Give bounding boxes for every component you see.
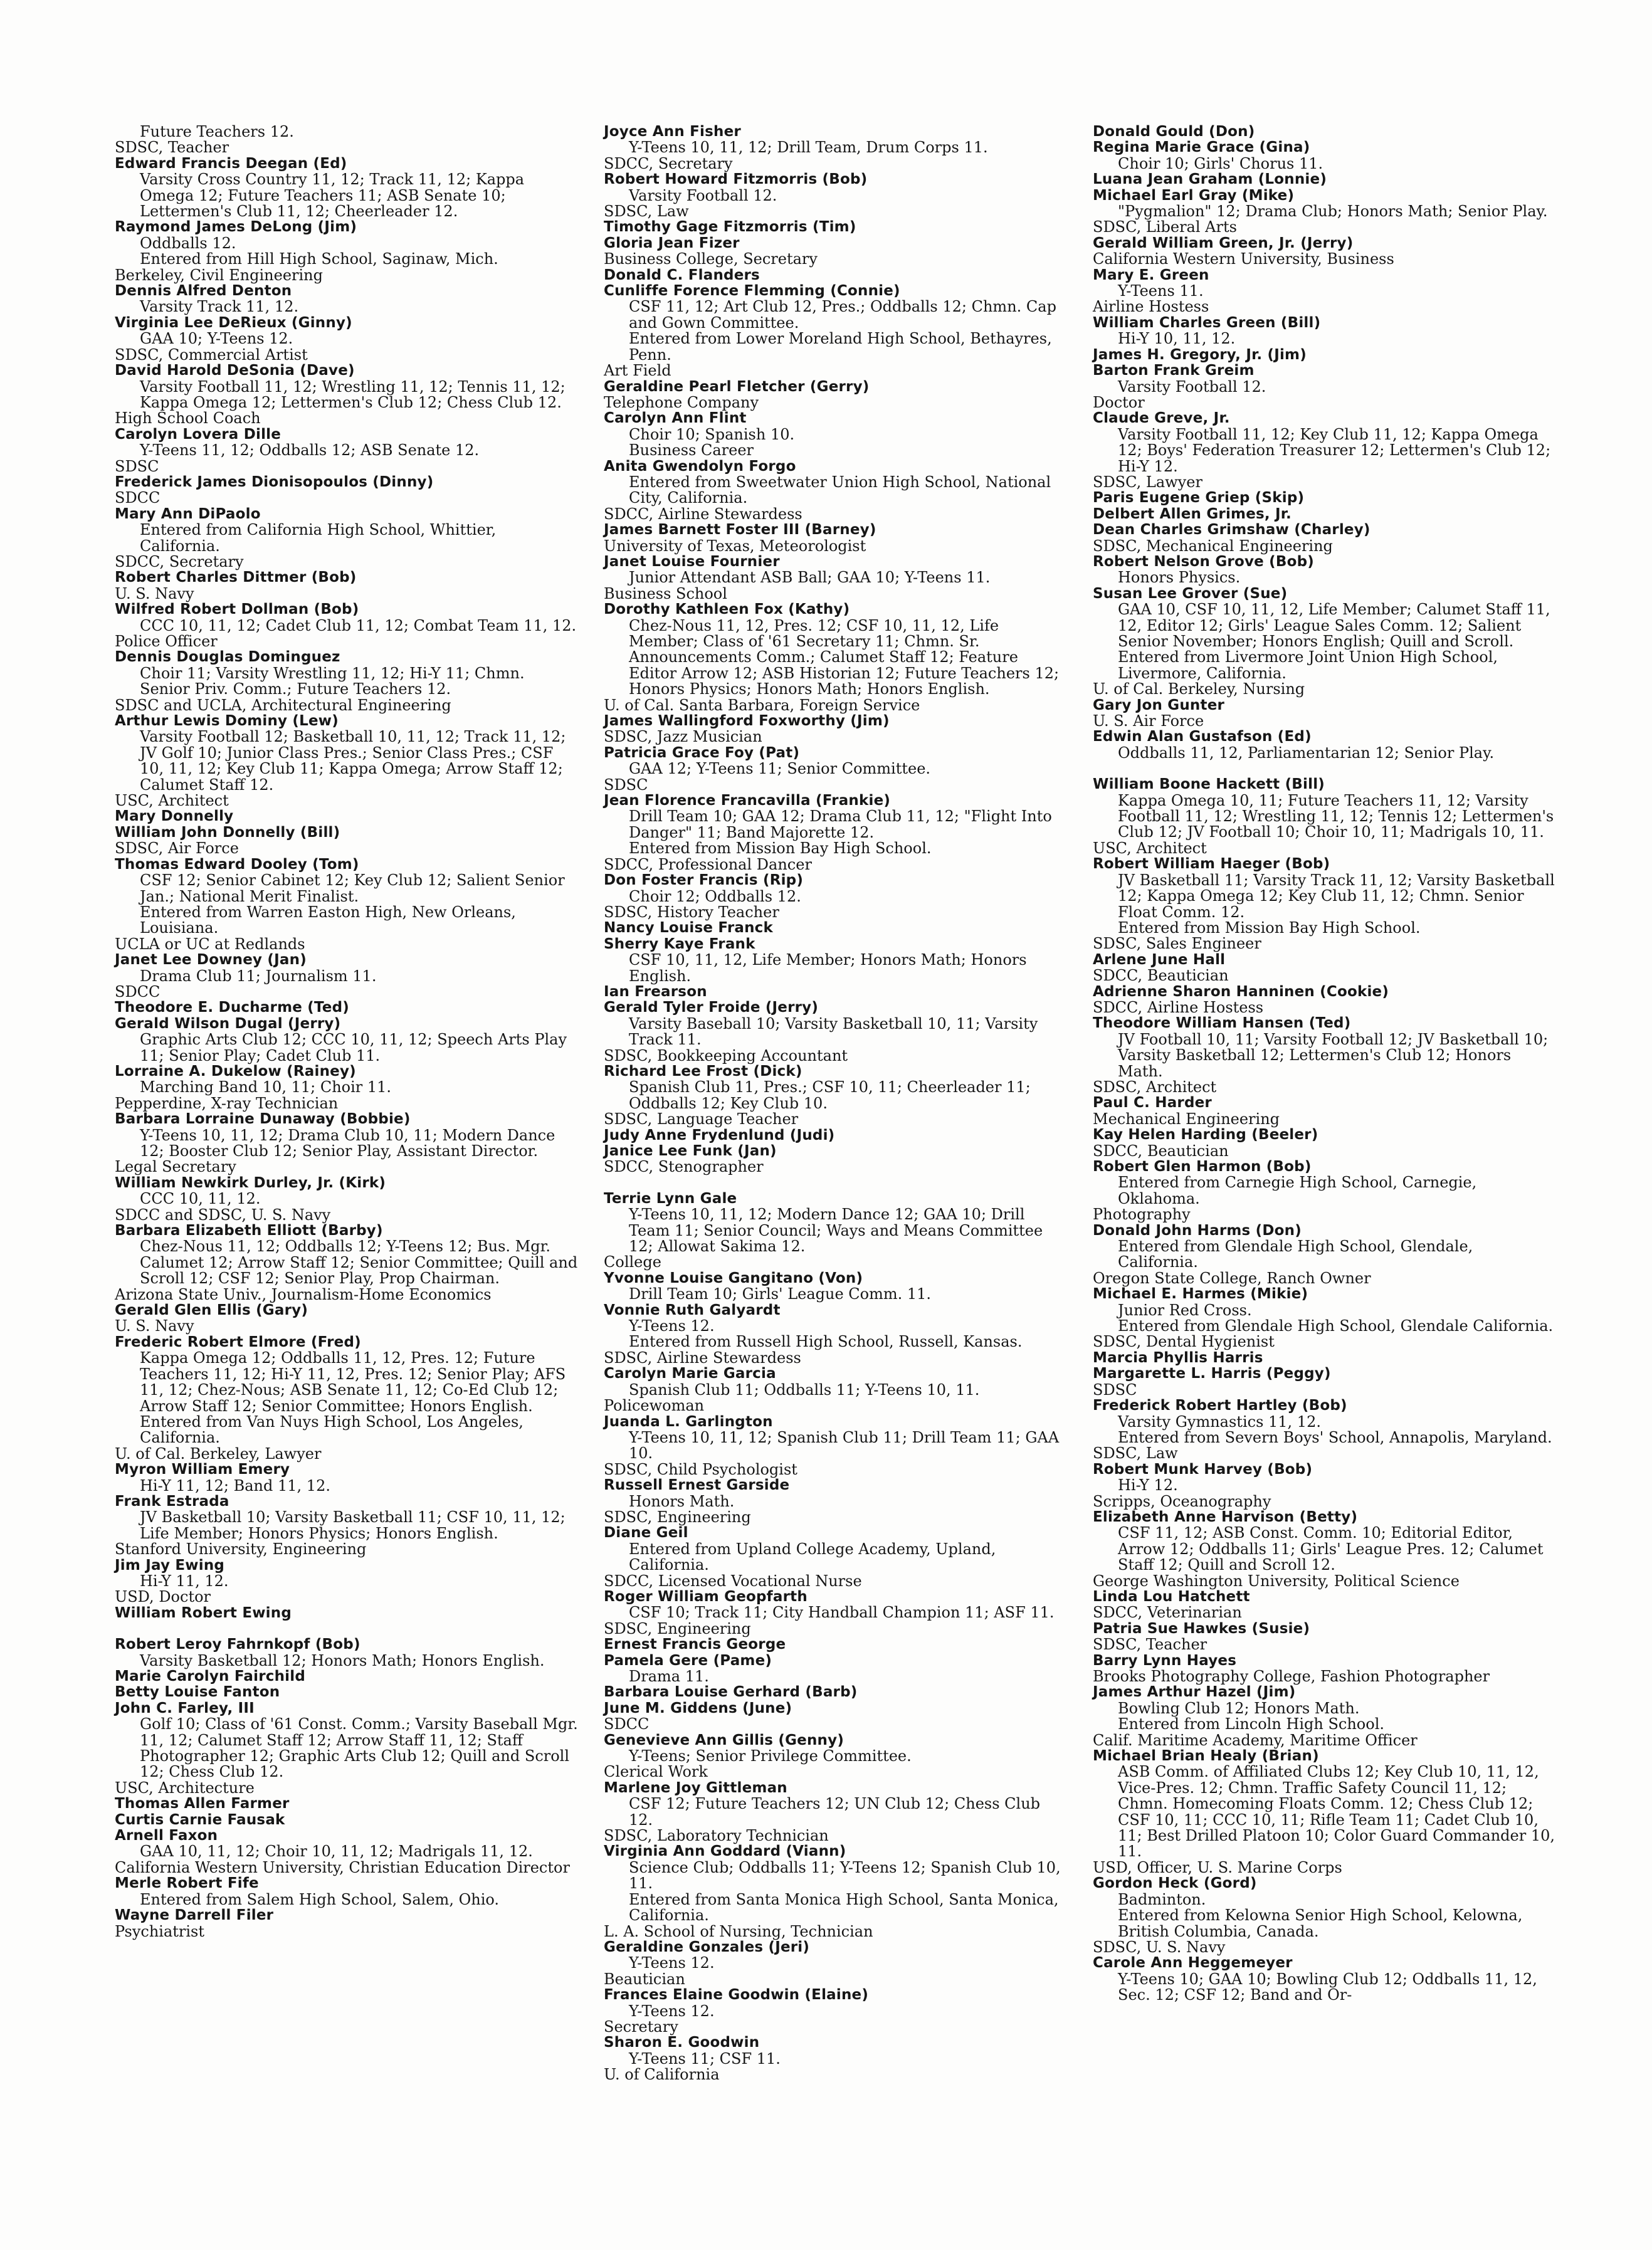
student-name: James H. Gregory, Jr. (Jim) (1093, 346, 1307, 363)
student-activities: Varsity Baseball 10; Varsity Basketball 10, 11; Varsity Track 11. (629, 1014, 1038, 1049)
student-name: Myron William Emery (115, 1461, 290, 1478)
student-future-plans: SDSC, Language Teacher (604, 1110, 799, 1128)
student-activities: CSF 11, 12; Art Club 12, Pres.; Oddballs 12; Chmn. Cap and Gown Committee. (629, 298, 1056, 332)
student-name: Dennis Douglas Dominguez (115, 649, 340, 666)
student-activities: JV Football 10, 11; Varsity Football 12; JV Basketball 10; Varsity Basketball 12; Lettermen's Club 12; Honors Math. (1118, 1030, 1549, 1080)
student-future-plans: SDCC and SDSC, U. S. Navy (115, 1206, 331, 1224)
student-future-plans: Brooks Photography College, Fashion Photographer (1093, 1668, 1490, 1685)
student-activities: Entered from Lincoln High School. (1118, 1715, 1385, 1733)
student-name: Paris Eugene Griep (Skip) (1093, 490, 1305, 507)
student-name: Nancy Louise Franck (604, 920, 773, 937)
student-future-plans: Airline Hostess (1093, 298, 1209, 316)
student-activities: Y-Teens 10, 11, 12; Drill Team, Drum Corps 11. (629, 139, 988, 157)
student-future-plans: Doctor (1093, 393, 1145, 411)
student-name: Frances Elaine Goodwin (Elaine) (604, 1987, 869, 2004)
student-future-plans: SDSC, Lawyer (1093, 473, 1202, 491)
student-name: Marie Carolyn Fairchild (115, 1668, 305, 1685)
student-name: Cunliffe Forence Flemming (Connie) (604, 283, 900, 300)
student-name: Robert William Haeger (Bob) (1093, 856, 1330, 873)
student-future-plans: SDCC, Secretary (115, 552, 244, 570)
student-name: James Barnett Foster III (Barney) (604, 522, 876, 539)
student-activities: Entered from Glendale High School, Glendale California. (1118, 1317, 1554, 1335)
student-activities: CSF 12; Senior Cabinet 12; Key Club 12; Salient Senior Jan.; National Merit Finalist. (140, 871, 565, 905)
student-activities: Entered from Warren Easton High, New Orleans, Louisiana. (140, 903, 516, 937)
student-activities: Marching Band 10, 11; Choir 11. (140, 1078, 392, 1096)
student-future-plans: SDCC, Stenographer (604, 1158, 764, 1176)
student-activities: Varsity Football 11, 12; Wrestling 11, 12; Tennis 11, 12; Kappa Omega 12; Lettermen's Club 12; Chess Club 12. (140, 377, 566, 411)
student-activities: Science Club; Oddballs 11; Y-Teens 12; Spanish Club 10, 11. (629, 1858, 1061, 1893)
student-name: June M. Giddens (June) (604, 1700, 792, 1716)
student-future-plans: Art Field (604, 362, 671, 380)
student-activities: Varsity Track 11, 12. (140, 298, 299, 316)
student-name: Don Foster Francis (Rip) (604, 872, 804, 889)
student-name: Yvonne Louise Gangitano (Von) (604, 1270, 863, 1286)
student-name: Gordon Heck (Gord) (1093, 1875, 1257, 1892)
student-name: David Harold DeSonia (Dave) (115, 362, 355, 379)
student-future-plans: Telephone Company (604, 393, 759, 411)
student-name: Gloria Jean Fizer (604, 234, 740, 251)
student-future-plans: Legal Secretary (115, 1158, 236, 1176)
student-activities: Entered from Mission Bay High School. (1118, 918, 1421, 937)
student-activities: CSF 11, 12; ASB Const. Comm. 10; Editorial Editor, Arrow 12; Oddballs 11; Girls' League Pres. 12; Calumet Staff 12; Quill and Scroll 12. (1118, 1524, 1544, 1574)
student-name: Claude Greve, Jr. (1093, 410, 1230, 427)
student-activities: Y-Teens 11, 12; Oddballs 12; ASB Senate 12. (140, 441, 480, 460)
student-name: Frederick Robert Hartley (Bob) (1093, 1397, 1347, 1414)
student-future-plans: Mechanical Engineering (1093, 1110, 1280, 1128)
student-name: Carolyn Lovera Dille (115, 426, 281, 443)
student-name: Barton Frank Greim (1093, 362, 1255, 379)
student-future-plans: SDCC (115, 489, 160, 507)
student-name: Gerald Glen Ellis (Gary) (115, 1302, 308, 1319)
student-activities: Hi-Y 11, 12; Band 11, 12. (140, 1476, 330, 1495)
student-name: Donald C. Flanders (604, 266, 760, 283)
student-activities: GAA 12; Y-Teens 11; Senior Committee. (629, 760, 931, 778)
student-future-plans: U. S. Navy (115, 584, 194, 602)
student-future-plans: SDSC (115, 457, 159, 475)
student-name: Robert Munk Harvey (Bob) (1093, 1461, 1313, 1478)
student-future-plans: L. A. School of Nursing, Technician (604, 1922, 873, 1940)
student-future-plans: Berkeley, Civil Engineering (115, 266, 323, 284)
student-future-plans: U. S. Air Force (1093, 712, 1204, 730)
student-activities: Entered from Mission Bay High School. (629, 839, 932, 858)
student-future-plans: SDSC, U. S. Navy (1093, 1938, 1226, 1956)
student-activities: Spanish Club 11, Pres.; CSF 10, 11; Cheerleader 11; Oddballs 12; Key Club 10. (629, 1078, 1031, 1112)
student-future-plans: SDCC, Beautician (1093, 1142, 1229, 1160)
student-activities: "Pygmalion" 12; Drama Club; Honors Math; Senior Play. (1118, 202, 1548, 221)
student-name: Barbara Louise Gerhard (Barb) (604, 1684, 858, 1701)
student-name: William John Donnelly (Bill) (115, 824, 340, 841)
student-name: Diane Geil (604, 1525, 688, 1542)
student-future-plans: Policewoman (604, 1397, 705, 1415)
student-name: Roger William Geopfarth (604, 1588, 808, 1605)
student-future-plans: Arizona State Univ., Journalism-Home Economics (115, 1285, 492, 1303)
student-future-plans: SDSC, Airline Stewardess (604, 1348, 801, 1367)
student-activities: Choir 11; Varsity Wrestling 11, 12; Hi-Y 11; Chmn. Senior Priv. Comm.; Future Teachers 12. (140, 664, 525, 698)
student-activities: Entered from Salem High School, Salem, Ohio. (140, 1890, 500, 1908)
section-gap (1093, 761, 1557, 777)
student-name: Janet Louise Fournier (604, 553, 780, 570)
student-name: Theodore William Hansen (Ted) (1093, 1015, 1351, 1032)
student-activities: Golf 10; Class of '61 Const. Comm.; Varsity Baseball Mgr. 11, 12; Calumet Staff 12; Arrow Staff 11, 12; Staff Photographer 12; Graphic Arts Club 12; Quill and Scroll 12; Chess Club 12. (140, 1715, 578, 1781)
student-future-plans: SDSC, Teacher (115, 139, 229, 157)
student-future-plans: George Washington University, Political Science (1093, 1572, 1460, 1590)
column-3 (1093, 124, 1557, 2004)
student-name: Linda Lou Hatchett (1093, 1588, 1250, 1605)
student-future-plans: SDSC and UCLA, Architectural Engineering (115, 696, 451, 714)
student-name: Virginia Ann Goddard (Viann) (604, 1843, 846, 1860)
student-future-plans: SDSC, Commercial Artist (115, 345, 308, 364)
student-name: Sharon E. Goodwin (604, 2034, 760, 2051)
student-activities: Junior Red Cross. (1118, 1301, 1252, 1319)
student-future-plans: SDSC, Law (604, 202, 689, 221)
student-activities: GAA 10, CSF 10, 11, 12, Life Member; Calumet Staff 11, 12, Editor 12; Girls' League Sales Comm. 12; Salient Senior November; Honors English; Quill and Scroll. (1118, 601, 1550, 650)
student-name: Michael Brian Healy (Brian) (1093, 1748, 1319, 1765)
student-activities: Hi-Y 12. (1118, 1476, 1178, 1495)
student-name: Robert Charles Dittmer (Bob) (115, 569, 357, 586)
student-name: Mary Donnelly (115, 808, 234, 825)
student-name: Jean Florence Francavilla (Frankie) (604, 792, 891, 809)
student-name: John C. Farley, III (115, 1700, 255, 1716)
student-future-plans: SDSC, Law (1093, 1444, 1178, 1463)
student-name: James Arthur Hazel (Jim) (1093, 1684, 1296, 1701)
student-name: Paul C. Harder (1093, 1095, 1212, 1112)
student-name: Wilfred Robert Dollman (Bob) (115, 601, 359, 618)
student-future-plans: SDCC (115, 982, 160, 1001)
student-activities: Future Teachers 12. (140, 123, 294, 140)
student-activities: Entered from Severn Boys' School, Annapolis, Maryland. (1118, 1428, 1552, 1446)
student-future-plans: High School Coach (115, 409, 261, 428)
student-future-plans: U. of Cal. Berkeley, Lawyer (115, 1444, 322, 1463)
student-activities: Varsity Cross Country 11, 12; Track 11, 12; Kappa Omega 12; Future Teachers 11; ASB Senate 10; Lettermen's Club 11, 12; Cheerleader 12. (140, 171, 525, 221)
student-name: Thomas Allen Farmer (115, 1795, 290, 1812)
student-future-plans: SDCC, Veterinarian (1093, 1604, 1242, 1622)
student-activities: Honors Physics. (1118, 569, 1241, 587)
student-name: Judy Anne Frydenlund (Judi) (604, 1127, 835, 1143)
student-name: Dorothy Kathleen Fox (Kathy) (604, 601, 850, 618)
student-name: Geraldine Pearl Fletcher (Gerry) (604, 378, 870, 395)
student-future-plans: SDSC (1093, 1380, 1137, 1399)
student-future-plans: SDSC, Sales Engineer (1093, 935, 1261, 953)
student-activities: Entered from Livermore Joint Union High School, Livermore, California. (1118, 648, 1498, 682)
student-activities: ASB Comm. of Affiliated Clubs 12; Key Club 10, 11, 12, Vice-Pres. 12; Chmn. Traffic Safety Council 11, 12; Chmn. Homecoming Floats Comm. 12; Chess Club 12; CSF 10, 11; CCC 10, 11; Rifle Team 11; Cadet Club 10, 11; Best Drilled Platoon 10; Color Guard Commander 10, 11. (1118, 1763, 1555, 1861)
student-name: Vonnie Ruth Galyardt (604, 1301, 781, 1318)
student-activities: Badminton. (1118, 1890, 1206, 1908)
student-activities: Junior Attendant ASB Ball; GAA 10; Y-Teens 11. (629, 569, 991, 587)
student-activities: Varsity Football 12; Basketball 10, 11, 12; Track 11, 12; JV Golf 10; Junior Class Pres.; Senior Class Pres.; CSF 10, 11, 12; Key Club 11; Kappa Omega; Arrow Staff 12; Calumet Staff 12. (140, 728, 566, 794)
student-name: Frank Estrada (115, 1493, 229, 1510)
student-name: Gerald Wilson Dugal (Jerry) (115, 1015, 341, 1032)
student-name: William Robert Ewing (115, 1604, 292, 1621)
student-activities: Drill Team 10; Girls' League Comm. 11. (629, 1285, 932, 1303)
student-name: Margarette L. Harris (Peggy) (1093, 1365, 1331, 1382)
student-name: Donald Gould (Don) (1093, 124, 1255, 140)
student-name: Curtis Carnie Fausak (115, 1811, 285, 1828)
student-activities: Hi-Y 10, 11, 12. (1118, 330, 1236, 348)
student-name: Gerald Tyler Froide (Jerry) (604, 999, 819, 1016)
student-name: Janice Lee Funk (Jan) (604, 1143, 777, 1159)
student-activities: Entered from Sweetwater Union High School, National City, California. (629, 473, 1051, 507)
student-activities: Entered from California High School, Whittier, California. (140, 521, 497, 555)
student-activities: CSF 10, 11, 12, Life Member; Honors Math; Honors English. (629, 951, 1027, 985)
student-future-plans: University of Texas, Meteorologist (604, 537, 866, 555)
student-name: Dean Charles Grimshaw (Charley) (1093, 522, 1371, 539)
student-future-plans: SDCC, Professional Dancer (604, 855, 812, 873)
student-future-plans: Business College, Secretary (604, 250, 818, 268)
section-gap (115, 1621, 579, 1637)
student-activities: Varsity Football 11, 12; Key Club 11, 12; Kappa Omega 12; Boys' Federation Treasurer 12; Lettermen's Club 12; Hi-Y 12. (1118, 425, 1551, 475)
student-name: Thomas Edward Dooley (Tom) (115, 856, 359, 873)
student-name: Carolyn Ann Flint (604, 410, 747, 427)
student-activities: Drill Team 10; GAA 12; Drama Club 11, 12; "Flight Into Danger" 11; Band Majorette 12. (629, 807, 1052, 841)
student-future-plans: Secretary (604, 2017, 678, 2036)
student-name: Betty Louise Fanton (115, 1684, 280, 1701)
student-activities: Hi-Y 11, 12. (140, 1572, 229, 1590)
student-activities: Spanish Club 11; Oddballs 11; Y-Teens 10, 11. (629, 1380, 980, 1399)
student-name: Mary Ann DiPaolo (115, 505, 261, 522)
student-name: Donald John Harms (Don) (1093, 1222, 1302, 1239)
student-activities: Chez-Nous 11, 12, Pres. 12; CSF 10, 11, 12, Life Member; Class of '61 Secretary 11; Chmn. Sr. Announcements Comm.; Calumet Staff 12; Feature Editor Arrow 12; ASB Historian 12; Future Teachers 12; Honors Physics; Honors Math; Honors English. (629, 616, 1060, 698)
student-name: James Wallingford Foxworthy (Jim) (604, 713, 890, 730)
student-future-plans: U. of Cal. Santa Barbara, Foreign Service (604, 696, 920, 714)
student-activities: CSF 12; Future Teachers 12; UN Club 12; Chess Club 12. (629, 1795, 1041, 1829)
student-future-plans: SDCC, Licensed Vocational Nurse (604, 1572, 862, 1590)
student-activities: Kappa Omega 12; Oddballs 11, 12, Pres. 12; Future Teachers 11, 12; Hi-Y 11, 12, Pres. 12; Senior Play; AFS 11, 12; Chez-Nous; ASB Senate 11, 12; Co-Ed Club 12; Arrow Staff 12; Senior Committee; Honors English. (140, 1349, 566, 1415)
student-name: Susan Lee Grover (Sue) (1093, 585, 1288, 602)
student-activities: Oddballs 12. (140, 234, 236, 252)
student-future-plans: SDSC, Teacher (1093, 1636, 1207, 1654)
student-name: Frederic Robert Elmore (Fred) (115, 1333, 361, 1350)
student-activities: Drama Club 11; Journalism 11. (140, 967, 377, 985)
student-activities: Bowling Club 12; Honors Math. (1118, 1699, 1360, 1717)
student-name: William Newkirk Durley, Jr. (Kirk) (115, 1174, 386, 1191)
student-name: Lorraine A. Dukelow (Rainey) (115, 1063, 356, 1080)
student-activities: Y-Teens 10; GAA 10; Bowling Club 12; Oddballs 11, 12, Sec. 12; CSF 12; Band and Or- (1118, 1970, 1537, 2004)
student-activities: Entered from Van Nuys High School, Los Angeles, California. (140, 1412, 523, 1447)
student-name: William Boone Hackett (Bill) (1093, 776, 1325, 793)
student-name: Terrie Lynn Gale (604, 1190, 737, 1207)
student-activities: Entered from Lower Moreland High School, Bethayres, Penn. (629, 330, 1052, 364)
student-name: Robert Glen Harmon (Bob) (1093, 1159, 1312, 1175)
student-activities: Business Career (629, 441, 754, 460)
student-future-plans: UCLA or UC at Redlands (115, 935, 305, 953)
student-name: Sherry Kaye Frank (604, 935, 755, 952)
student-future-plans: Oregon State College, Ranch Owner (1093, 1269, 1371, 1287)
student-future-plans: SDSC, Liberal Arts (1093, 218, 1237, 236)
student-activities: Y-Teens 11. (1118, 282, 1204, 300)
student-activities: Y-Teens 10, 11, 12; Modern Dance 12; GAA 10; Drill Team 11; Senior Council; Ways and Means Committee 12; Allowat Sakima 12. (629, 1206, 1043, 1256)
student-name: Genevieve Ann Gillis (Genny) (604, 1732, 844, 1748)
student-name: Carolyn Marie Garcia (604, 1365, 776, 1382)
student-name: Luana Jean Graham (Lonnie) (1093, 171, 1327, 188)
student-name: Michael Earl Gray (Mike) (1093, 187, 1295, 204)
student-name: Wayne Darrell Filer (115, 1907, 274, 1924)
student-future-plans: SDCC (604, 1715, 650, 1733)
student-future-plans: Stanford University, Engineering (115, 1540, 367, 1559)
student-name: Robert Nelson Grove (Bob) (1093, 553, 1314, 570)
student-activities: Choir 10; Spanish 10. (629, 425, 795, 443)
student-name: Raymond James DeLong (Jim) (115, 219, 357, 236)
student-name: Timothy Gage Fitzmorris (Tim) (604, 219, 856, 236)
student-name: Regina Marie Grace (Gina) (1093, 139, 1310, 156)
student-name: Carole Ann Heggemeyer (1093, 1955, 1293, 1972)
student-future-plans: SDSC, Child Psychologist (604, 1460, 797, 1478)
student-future-plans: SDCC, Secretary (604, 154, 733, 172)
student-future-plans: USD, Officer, U. S. Marine Corps (1093, 1858, 1342, 1876)
student-future-plans: SDCC, Airline Hostess (1093, 998, 1264, 1016)
student-activities: Y-Teens 12. (629, 2002, 715, 2020)
student-future-plans: USC, Architect (1093, 839, 1207, 857)
student-activities: Y-Teens 12. (629, 1954, 715, 1972)
student-future-plans: SDSC, Laboratory Technician (604, 1827, 829, 1845)
student-name: Janet Lee Downey (Jan) (115, 952, 307, 969)
student-future-plans: California Western University, Christian Education Director (115, 1858, 570, 1876)
student-name: Marlene Joy Gittleman (604, 1779, 787, 1796)
student-future-plans: SDSC, Engineering (604, 1508, 751, 1526)
student-name: Michael E. Harmes (Mikie) (1093, 1286, 1308, 1303)
student-activities: Choir 10; Girls' Chorus 11. (1118, 154, 1323, 172)
student-activities: Drama 11. (629, 1668, 709, 1685)
student-future-plans: Calif. Maritime Academy, Maritime Officer (1093, 1731, 1418, 1749)
student-future-plans: SDSC, Bookkeeping Accountant (604, 1046, 848, 1065)
student-future-plans: SDSC, Dental Hygienist (1093, 1333, 1275, 1351)
student-activities: Varsity Gymnastics 11, 12. (1118, 1412, 1321, 1431)
student-name: Russell Ernest Garside (604, 1477, 790, 1494)
student-name: Barbara Lorraine Dunaway (Bobbie) (115, 1111, 411, 1128)
student-future-plans: U. of Cal. Berkeley, Nursing (1093, 680, 1305, 698)
student-future-plans: USC, Architecture (115, 1779, 255, 1797)
student-future-plans: SDSC, Air Force (115, 839, 239, 858)
student-activities: Graphic Arts Club 12; CCC 10, 11, 12; Speech Arts Play 11; Senior Play; Cadet Club 11. (140, 1031, 567, 1065)
student-future-plans: SDSC, Engineering (604, 1619, 751, 1638)
student-activities: Chez-Nous 11, 12; Oddballs 12; Y-Teens 12; Bus. Mgr. Calumet 12; Arrow Staff 12; Senior Committee; Quill and Scroll 12; CSF 12; Senior Play, Prop Chairman. (140, 1238, 578, 1288)
student-activities: JV Basketball 11; Varsity Track 11, 12; Varsity Basketball 12; Kappa Omega 12; Key Club 11, 12; Chmn. Senior Float Comm. 12. (1118, 871, 1555, 921)
student-name: Arnell Faxon (115, 1827, 218, 1844)
student-name: Arlene June Hall (1093, 951, 1226, 968)
student-future-plans: Business School (604, 584, 727, 602)
student-name: Pamela Gere (Pame) (604, 1652, 772, 1669)
student-name: Ian Frearson (604, 983, 707, 1000)
student-name: Gary Jon Gunter (1093, 697, 1225, 713)
student-name: Robert Leroy Fahrnkopf (Bob) (115, 1636, 360, 1653)
student-future-plans: U. S. Navy (115, 1317, 194, 1335)
student-name: William Charles Green (Bill) (1093, 314, 1321, 331)
student-future-plans: USD, Doctor (115, 1588, 211, 1606)
student-activities: GAA 10, 11, 12; Choir 10, 11, 12; Madrigals 11, 12. (140, 1843, 533, 1861)
student-future-plans: U. of California (604, 2066, 720, 2084)
student-name: Patricia Grace Foy (Pat) (604, 744, 800, 761)
student-activities: Y-Teens 10, 11, 12; Spanish Club 11; Drill Team 11; GAA 10. (629, 1428, 1060, 1463)
student-future-plans: Photography (1093, 1206, 1191, 1224)
student-name: Barbara Elizabeth Elliott (Barby) (115, 1222, 383, 1239)
student-name: Robert Howard Fitzmorris (Bob) (604, 171, 868, 188)
student-name: Patria Sue Hawkes (Susie) (1093, 1620, 1310, 1637)
student-name: Geraldine Gonzales (Jeri) (604, 1938, 810, 1955)
student-activities: Y-Teens 12. (629, 1317, 715, 1335)
student-activities: Entered from Carnegie High School, Carnegie, Oklahoma. (1118, 1174, 1477, 1207)
student-name: Virginia Lee DeRieux (Ginny) (115, 314, 352, 331)
student-future-plans: SDCC, Airline Stewardess (604, 505, 802, 523)
student-activities: Y-Teens 10, 11, 12; Drama Club 10, 11; Modern Dance 12; Booster Club 12; Senior Play, Assistant Director. (140, 1126, 555, 1160)
student-future-plans: SDCC, Beautician (1093, 967, 1229, 985)
student-name: Frederick James Dionisopoulos (Dinny) (115, 473, 434, 490)
student-future-plans: SDSC, Jazz Musician (604, 728, 762, 746)
student-activities: CSF 10; Track 11; City Handball Champion 11; ASF 11. (629, 1604, 1055, 1622)
student-name: Marcia Phyllis Harris (1093, 1349, 1263, 1366)
student-future-plans: SDSC, Architect (1093, 1078, 1217, 1096)
student-future-plans: SDSC, Mechanical Engineering (1093, 537, 1333, 555)
student-name: Edwin Alan Gustafson (Ed) (1093, 728, 1312, 745)
student-future-plans: USC, Architect (115, 792, 229, 810)
student-activities: Varsity Basketball 12; Honors Math; Honors English. (140, 1651, 545, 1669)
section-gap (604, 1175, 1068, 1191)
column-2 (604, 124, 1068, 2083)
student-name: Delbert Allen Grimes, Jr. (1093, 505, 1292, 522)
student-future-plans: Pepperdine, X-ray Technician (115, 1094, 339, 1112)
student-future-plans: Beautician (604, 1970, 685, 1988)
student-activities: GAA 10; Y-Teens 12. (140, 330, 293, 348)
student-future-plans: Clerical Work (604, 1763, 708, 1781)
student-name: Arthur Lewis Dominy (Lew) (115, 713, 339, 730)
student-name: Kay Helen Harding (Beeler) (1093, 1127, 1318, 1143)
student-name: Juanda L. Garlington (604, 1413, 773, 1430)
student-activities: Entered from Kelowna Senior High School, Kelowna, British Columbia, Canada. (1118, 1906, 1523, 1940)
student-name: Adrienne Sharon Hanninen (Cookie) (1093, 983, 1389, 1000)
student-future-plans: SDSC, History Teacher (604, 903, 779, 921)
student-activities: Entered from Santa Monica High School, Santa Monica, California. (629, 1890, 1059, 1925)
student-future-plans: SDSC (604, 775, 648, 794)
student-activities: Kappa Omega 10, 11; Future Teachers 11, 12; Varsity Football 11, 12; Wrestling 11, 12; Tennis 12; Lettermen's Club 12; JV Football 10; Choir 10, 11; Madrigals 10, 11. (1118, 791, 1554, 841)
student-activities: Choir 12; Oddballs 12. (629, 887, 801, 905)
student-name: Ernest Francis George (604, 1636, 786, 1653)
student-name: Joyce Ann Fisher (604, 124, 741, 140)
student-future-plans: Scripps, Oceanography (1093, 1492, 1271, 1510)
student-future-plans: College (604, 1253, 661, 1271)
student-activities: CCC 10, 11, 12. (140, 1190, 261, 1208)
student-name: Mary E. Green (1093, 266, 1209, 283)
student-name: Jim Jay Ewing (115, 1557, 225, 1574)
student-name: Richard Lee Frost (Dick) (604, 1063, 802, 1080)
student-activities: Varsity Football 12. (1118, 377, 1266, 396)
student-activities: Entered from Upland College Academy, Upland, California. (629, 1540, 996, 1574)
student-future-plans: Psychiatrist (115, 1922, 205, 1940)
student-future-plans: California Western University, Business (1093, 250, 1394, 268)
student-name: Gerald William Green, Jr. (Jerry) (1093, 234, 1354, 251)
student-name: Barry Lynn Hayes (1093, 1652, 1237, 1669)
student-activities: CCC 10, 11, 12; Cadet Club 11, 12; Combat Team 11, 12. (140, 616, 577, 634)
student-activities: Y-Teens; Senior Privilege Committee. (629, 1747, 912, 1765)
student-activities: Varsity Football 12. (629, 186, 777, 204)
student-activities: Entered from Glendale High School, Glendale, California. (1118, 1238, 1473, 1271)
student-activities: Entered from Hill High School, Saginaw, Mich. (140, 250, 498, 268)
student-future-plans: Police Officer (115, 633, 218, 650)
student-name: Dennis Alfred Denton (115, 283, 292, 300)
student-name: Edward Francis Deegan (Ed) (115, 155, 347, 172)
column-1 (115, 124, 579, 1940)
student-name: Elizabeth Anne Harvison (Betty) (1093, 1508, 1358, 1525)
student-name: Theodore E. Ducharme (Ted) (115, 999, 349, 1016)
student-activities: Oddballs 11, 12, Parliamentarian 12; Senior Play. (1118, 744, 1495, 762)
student-name: Merle Robert Fife (115, 1875, 259, 1892)
student-name: Anita Gwendolyn Forgo (604, 458, 796, 475)
student-activities: Honors Math. (629, 1492, 735, 1510)
student-activities: JV Basketball 10; Varsity Basketball 11; CSF 10, 11, 12; Life Member; Honors Physics; Honors English. (140, 1508, 566, 1542)
student-activities: Entered from Russell High School, Russell, Kansas. (629, 1333, 1023, 1351)
student-activities: Y-Teens 11; CSF 11. (629, 2049, 781, 2068)
